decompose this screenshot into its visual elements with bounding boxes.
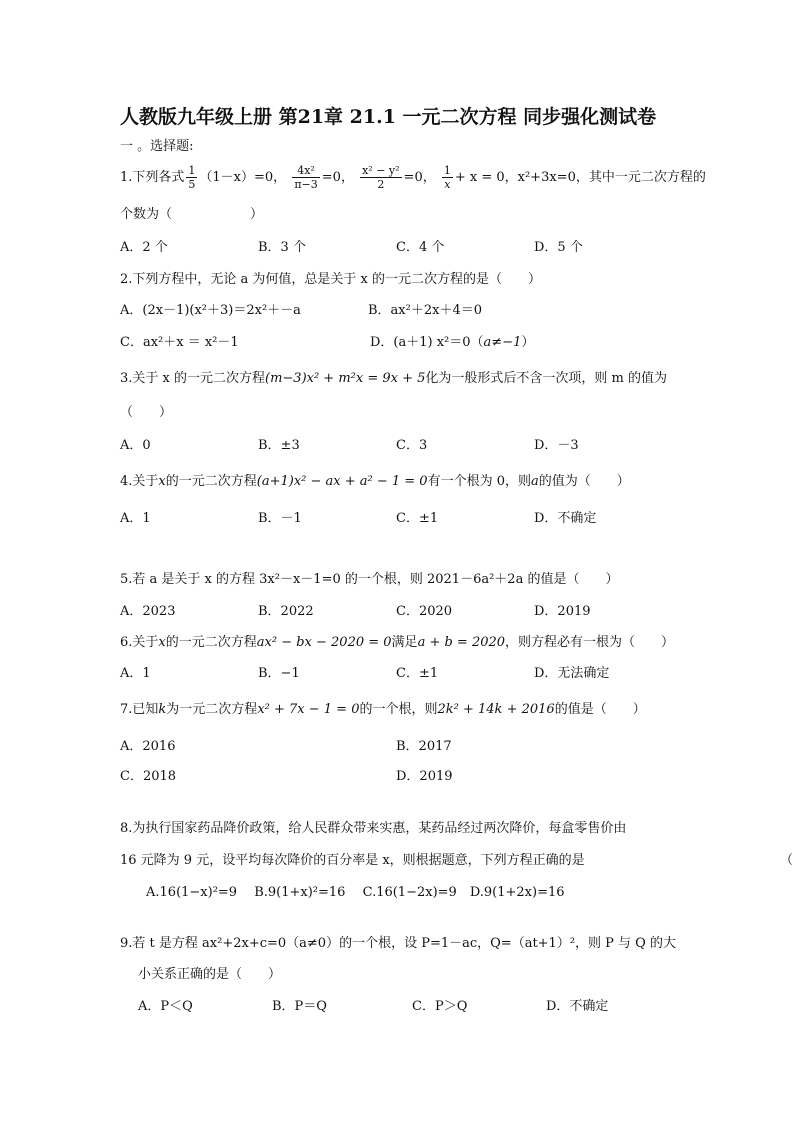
q9-option-d: D．不确定 bbox=[546, 999, 609, 1014]
question-9-line1: 9.若 t 是方程 ax²+2x+c=0（a≠0）的一个根，设 P=1－ac，Q=（at+1）²，则 P 与 Q 的大 bbox=[120, 936, 676, 951]
question-7-stem: 7.已知k为一元二次方程x² + 7x − 1 = 0的一个根，则2k² + 14k + 2016的值是（ ） bbox=[120, 702, 646, 717]
q1-option-a: A．2 个 bbox=[120, 240, 168, 255]
q3-option-c: C．3 bbox=[396, 438, 428, 453]
q9-option-a: A．P＜Q bbox=[138, 999, 193, 1014]
q2-option-a: A．(2x－1)(x²＋3)＝2x²＋－a bbox=[120, 303, 301, 318]
q7-option-d: D．2019 bbox=[396, 769, 453, 784]
fraction: $\frac{1}{x}$ bbox=[443, 164, 451, 191]
question-1-stem: 1.下列各式 $\frac{1}{5}$ （1－x）=0， $\frac{\text{4x²}}{\pi-3}$ =0， $\frac{\text{x² − y²}}{2}$ =0， $\frac{1}{x}$ + x = 0，x²+3x=0，其中一元二次方程的 bbox=[120, 164, 706, 191]
q5-option-a: A．2023 bbox=[120, 604, 176, 619]
question-8-line1: 8.为执行国家药品降价政策，给人民群众带来实惠，某药品经过两次降价，每盒零售价由 bbox=[120, 821, 627, 836]
fraction: $\frac{1}{5}$ bbox=[188, 164, 196, 191]
q2-option-c: C．ax²＋x ＝ x²－1 bbox=[120, 335, 239, 350]
q5-option-c: C．2020 bbox=[396, 604, 453, 619]
q3-option-a: A．0 bbox=[120, 438, 151, 453]
question-6-stem: 6.关于x的一元二次方程ax² − bx − 2020 = 0满足a + b = 2020，则方程必有一根为（ ） bbox=[120, 635, 675, 650]
q6-option-c: C．±1 bbox=[396, 666, 439, 681]
q1-option-c: C．4 个 bbox=[396, 240, 445, 255]
page-title: 人教版九年级上册 第21章 21.1 一元二次方程 同步强化测试卷 bbox=[120, 106, 657, 128]
question-3-line2: （ ） bbox=[120, 405, 173, 420]
question-8-line2: 16 元降为 9 元，设平均每次降价的百分率是 x，则根据题意，下列方程正确的是 bbox=[120, 853, 585, 868]
q3-option-d: D．－3 bbox=[534, 438, 579, 453]
q1-option-d: D．5 个 bbox=[534, 240, 583, 255]
q7-option-a: A．2016 bbox=[120, 739, 176, 754]
q4-option-c: C．±1 bbox=[396, 511, 439, 526]
q3-option-b: B．±3 bbox=[258, 438, 300, 453]
question-8-paren: （ bbox=[780, 853, 794, 868]
question-9-line2: 小关系正确的是（ ） bbox=[138, 967, 282, 982]
question-4-stem: 4.关于x的一元二次方程(a+1)x² − ax + a² − 1 = 0有一个根为 0，则a的值为（ ） bbox=[120, 474, 630, 489]
q4-option-d: D．不确定 bbox=[534, 511, 597, 526]
question-2-stem: 2.下列方程中，无论 a 为何值，总是关于 x 的一元二次方程的是（ ） bbox=[120, 272, 542, 287]
question-1-line2: 个数为（ ） bbox=[120, 207, 264, 222]
q6-option-a: A．1 bbox=[120, 666, 151, 681]
fraction: $\frac{\text{x² − y²}}{2}$ bbox=[362, 164, 400, 191]
q4-option-b: B．－1 bbox=[258, 511, 302, 526]
question-5-stem: 5.若 a 是关于 x 的方程 3x²－x－1=0 的一个根，则 2021－6a²＋2a 的值是（ ） bbox=[120, 572, 619, 587]
q7-option-b: B．2017 bbox=[396, 739, 452, 754]
fraction: $\frac{\text{4x²}}{\pi-3}$ bbox=[294, 164, 318, 191]
q9-option-c: C．P＞Q bbox=[412, 999, 468, 1014]
q7-option-c: C．2018 bbox=[120, 769, 177, 784]
q6-option-d: D．无法确定 bbox=[534, 666, 610, 681]
q2-option-b: B．ax²＋2x＋4＝0 bbox=[368, 303, 482, 318]
q8-options: A.16(1−x)²=9 B.9(1+x)²=16 C.16(1−2x)=9 D.9(1+2x)=16 bbox=[146, 885, 565, 900]
q2-option-d: D．(a＋1) x²＝0（a≠−1） bbox=[370, 335, 535, 350]
section-heading: 一 。选择题: bbox=[120, 139, 194, 154]
q9-option-b: B．P＝Q bbox=[272, 999, 327, 1014]
q6-option-b: B．−1 bbox=[258, 666, 300, 681]
question-3-stem: 3.关于 x 的一元二次方程(m−3)x² + m²x = 9x + 5化为一般形式后不含一次项，则 m 的值为 bbox=[120, 371, 667, 386]
q5-option-d: D．2019 bbox=[534, 604, 591, 619]
q1-option-b: B．3 个 bbox=[258, 240, 306, 255]
q4-option-a: A．1 bbox=[120, 511, 151, 526]
q5-option-b: B．2022 bbox=[258, 604, 314, 619]
